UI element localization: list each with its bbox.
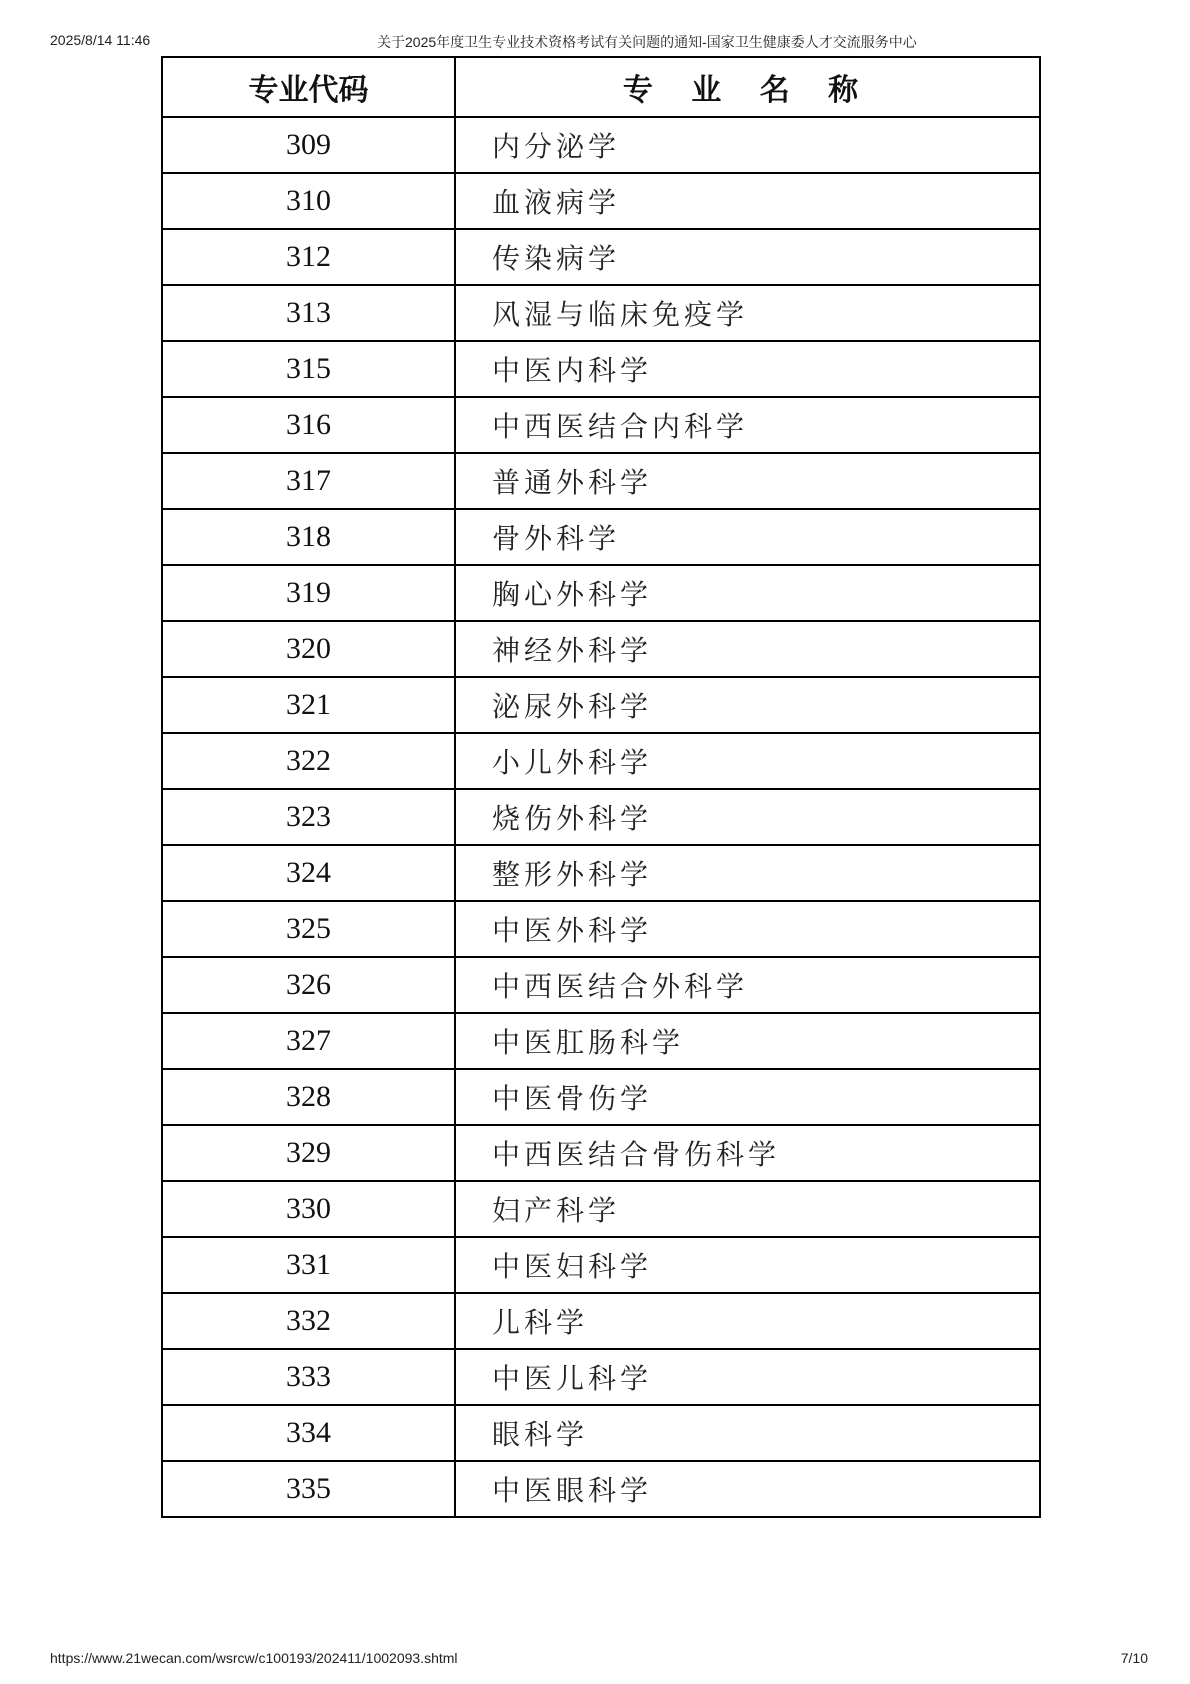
table-row [162,173,1040,229]
table-row [162,229,1040,285]
table-row [162,789,1040,845]
major-name-cell: 烧伤外科学 [455,789,1040,845]
print-datetime: 2025/8/14 11:46 [50,32,151,48]
major-name-cell: 骨外科学 [455,509,1040,565]
table-row [162,1349,1040,1405]
major-name-cell: 传染病学 [455,229,1040,285]
major-code-cell: 309 [162,117,455,173]
major-name-cell: 普通外科学 [455,453,1040,509]
major-code-cell: 313 [162,285,455,341]
page-title: 关于2025年度卫生专业技术资格考试有关问题的通知-国家卫生健康委人才交流服务中心 [377,34,917,50]
major-code-cell: 327 [162,1013,455,1069]
major-name-cell: 中医骨伤学 [455,1069,1040,1125]
major-code-cell: 315 [162,341,455,397]
table-row [162,117,1040,173]
major-code-cell: 333 [162,1349,455,1405]
major-code-cell: 316 [162,397,455,453]
major-code-cell: 322 [162,733,455,789]
major-name-cell: 血液病学 [455,173,1040,229]
major-name-cell: 内分泌学 [455,117,1040,173]
table-row [162,677,1040,733]
major-code-cell: 320 [162,621,455,677]
major-name-cell: 中医肛肠科学 [455,1013,1040,1069]
major-code-cell: 310 [162,173,455,229]
table-row [162,1293,1040,1349]
major-name-cell: 中医儿科学 [455,1349,1040,1405]
major-name-cell: 中医妇科学 [455,1237,1040,1293]
column-header-code: 专业代码 [162,57,455,117]
major-code-cell: 331 [162,1237,455,1293]
table-row [162,1069,1040,1125]
table-row [162,509,1040,565]
table-header-row [162,57,1040,117]
table-row [162,621,1040,677]
major-code-cell: 321 [162,677,455,733]
major-name-cell: 胸心外科学 [455,565,1040,621]
major-code-cell: 323 [162,789,455,845]
major-code-cell: 318 [162,509,455,565]
major-name-cell: 中西医结合骨伤科学 [455,1125,1040,1181]
major-name-cell: 中西医结合外科学 [455,957,1040,1013]
table-row [162,341,1040,397]
major-code-cell: 317 [162,453,455,509]
table-row [162,957,1040,1013]
major-name-cell: 中医外科学 [455,901,1040,957]
major-name-cell: 儿科学 [455,1293,1040,1349]
major-code-cell: 329 [162,1125,455,1181]
column-header-name: 专 业 名 称 [455,57,1040,117]
major-code-cell: 334 [162,1405,455,1461]
major-name-cell: 中医眼科学 [455,1461,1040,1517]
major-name-cell: 神经外科学 [455,621,1040,677]
table-row [162,1181,1040,1237]
major-code-cell: 326 [162,957,455,1013]
major-code-cell: 335 [162,1461,455,1517]
major-name-cell: 风湿与临床免疫学 [455,285,1040,341]
table-row [162,453,1040,509]
major-name-cell: 整形外科学 [455,845,1040,901]
page-url: https://www.21wecan.com/wsrcw/c100193/202411/1002093.shtml [50,1650,458,1666]
major-code-cell: 325 [162,901,455,957]
print-footer [0,1650,1190,1674]
major-code-cell: 328 [162,1069,455,1125]
major-name-cell: 小儿外科学 [455,733,1040,789]
table-row [162,285,1040,341]
page-number: 7/10 [1120,1650,1148,1666]
table-row [162,1125,1040,1181]
table-row [162,565,1040,621]
major-code-cell: 319 [162,565,455,621]
print-header [0,28,1190,52]
table-body [162,117,1040,1517]
table-row [162,1405,1040,1461]
table-row [162,733,1040,789]
major-name-cell: 眼科学 [455,1405,1040,1461]
major-name-cell: 中西医结合内科学 [455,397,1040,453]
table-row [162,901,1040,957]
table-row [162,845,1040,901]
table-row [162,1237,1040,1293]
major-name-cell: 妇产科学 [455,1181,1040,1237]
major-name-cell: 泌尿外科学 [455,677,1040,733]
table-row [162,1461,1040,1517]
major-name-cell: 中医内科学 [455,341,1040,397]
major-code-cell: 312 [162,229,455,285]
table-row [162,1013,1040,1069]
major-code-cell: 324 [162,845,455,901]
major-code-table [161,56,1041,1518]
major-code-cell: 330 [162,1181,455,1237]
table-row [162,397,1040,453]
major-code-cell: 332 [162,1293,455,1349]
